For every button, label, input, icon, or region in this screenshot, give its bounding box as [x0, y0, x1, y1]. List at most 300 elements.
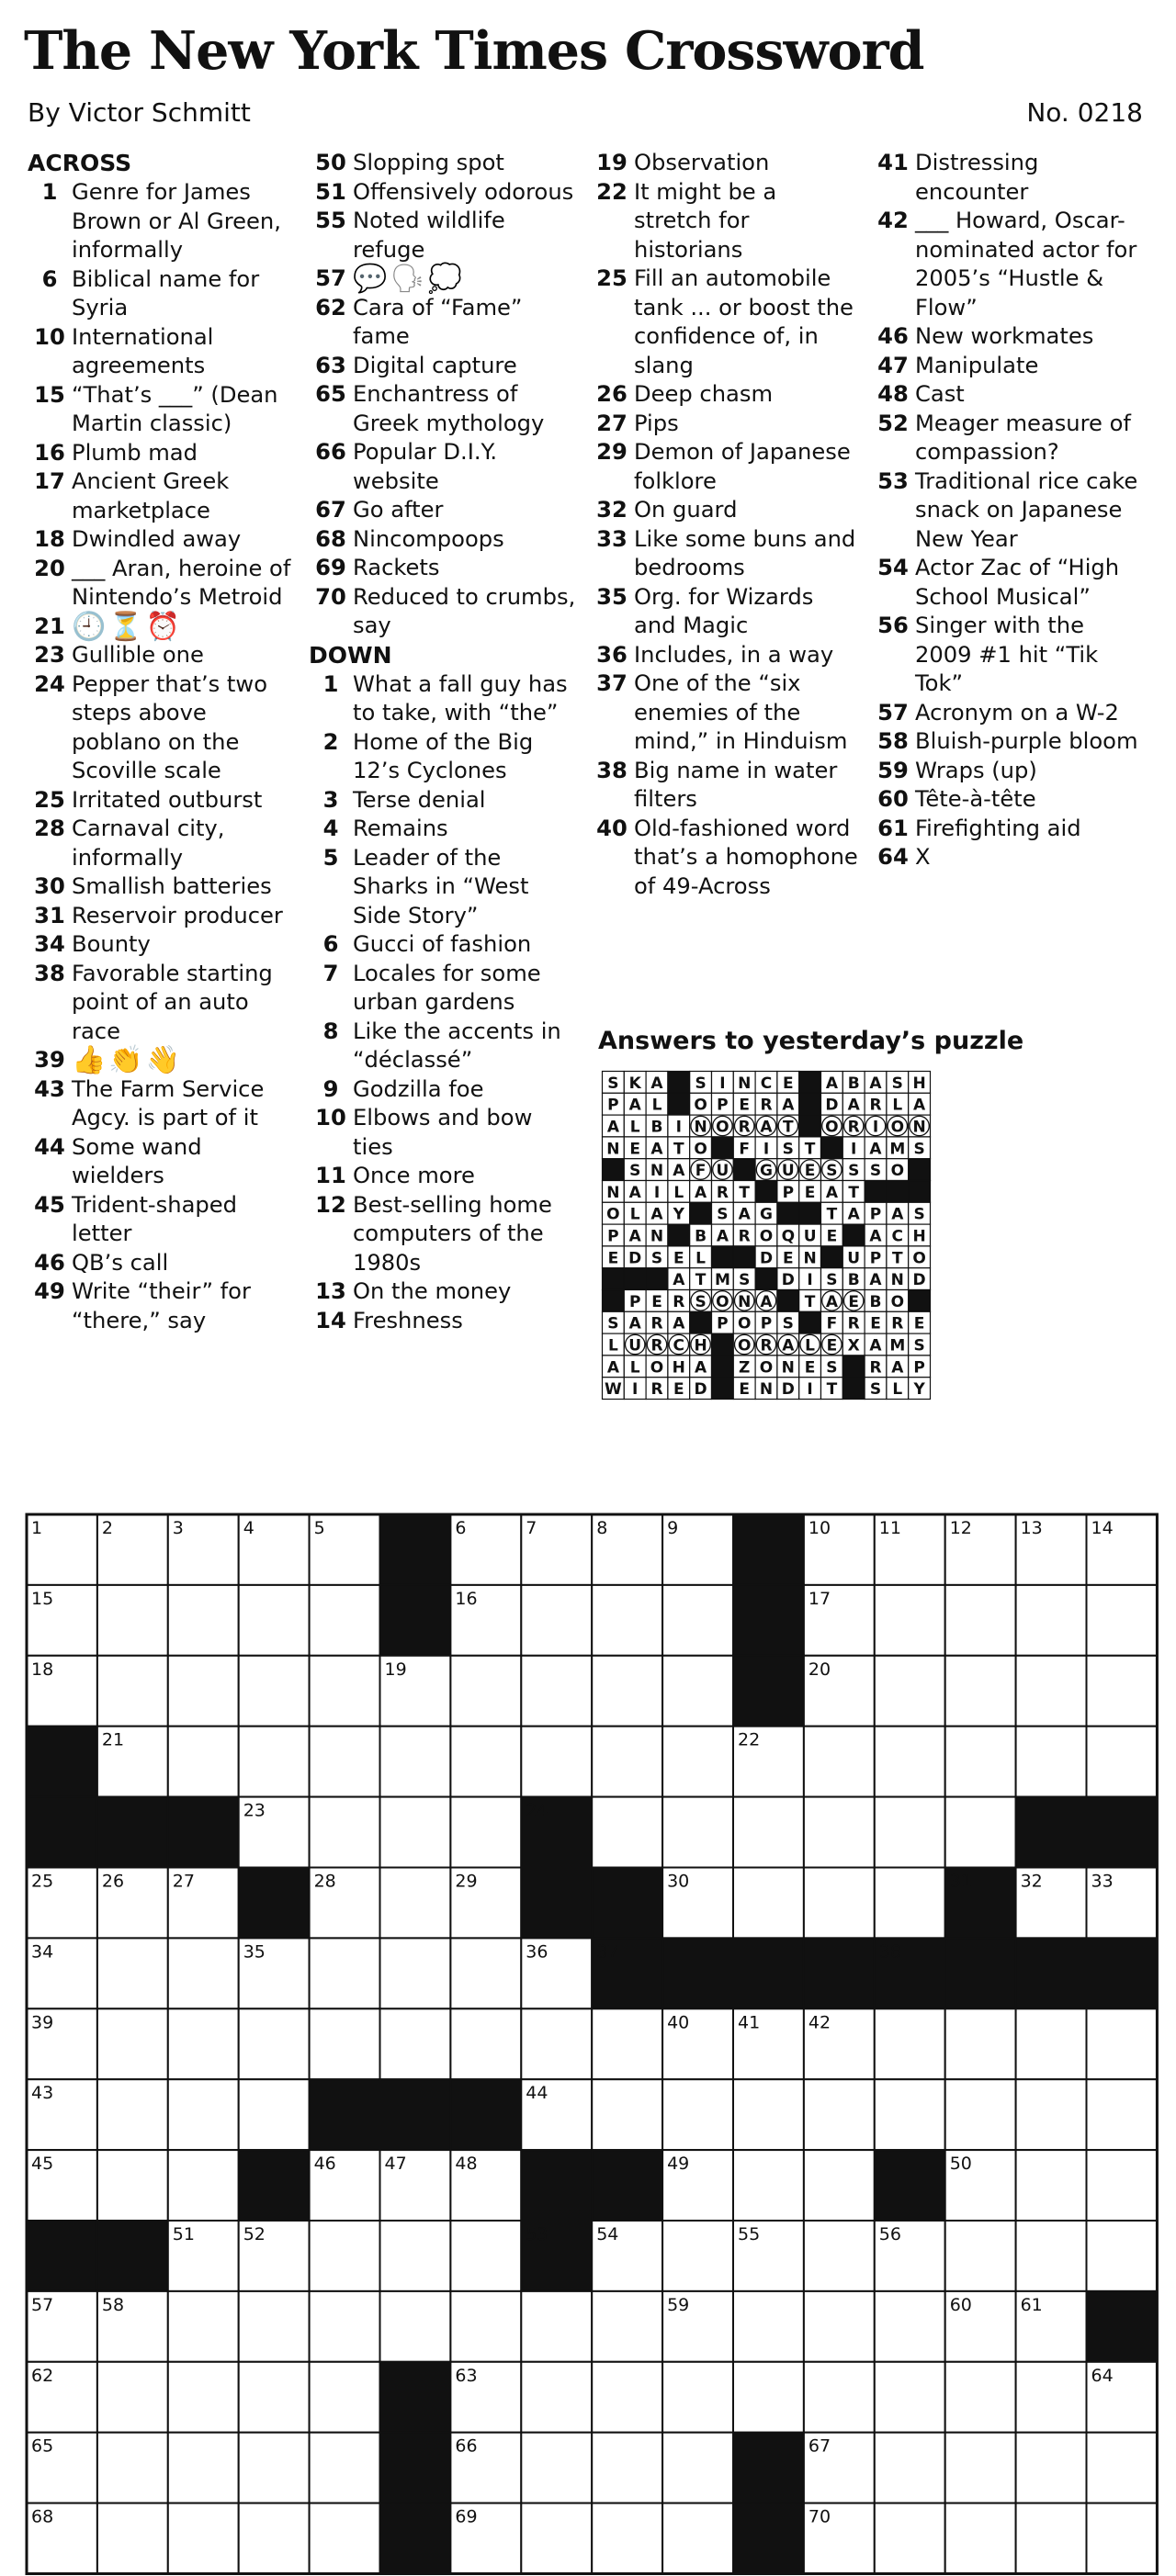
grid-cell[interactable] [592, 2008, 662, 2079]
clue-text: Home of the Big 12’s Cyclones [353, 728, 534, 783]
black-square [668, 1224, 690, 1246]
black-square [450, 2079, 521, 2150]
clue-text: Bounty [72, 931, 151, 957]
grid-cell[interactable] [168, 2150, 239, 2221]
cell-number: 40 [667, 2012, 690, 2033]
grid-cell[interactable] [450, 1656, 521, 1727]
answer-letter: O [825, 1118, 839, 1137]
grid-cell[interactable] [945, 1585, 1016, 1656]
clue-number: 61 [877, 815, 909, 841]
answer-letter: S [695, 1074, 707, 1093]
answer-letter: S [650, 1249, 663, 1268]
grid-cell[interactable] [239, 2433, 310, 2503]
grid-cell[interactable] [168, 2433, 239, 2503]
clue-number: 11 [315, 1163, 346, 1188]
black-square [592, 1868, 662, 1939]
black-square [777, 1290, 799, 1312]
grid-cell[interactable] [450, 2221, 521, 2291]
answer-letter: N [650, 1162, 664, 1181]
clue-number: 51 [315, 178, 346, 205]
cell-number: 41 [738, 2012, 761, 2033]
grid-cell[interactable] [945, 2362, 1016, 2433]
black-square [712, 1333, 734, 1355]
grid-cell[interactable] [875, 1797, 945, 1868]
cell-number: 8 [596, 1518, 608, 1538]
grid-cell[interactable] [168, 1727, 239, 1797]
clue-text: Best-selling home computers of the 1980s [353, 1191, 552, 1276]
grid-cell[interactable] [733, 1797, 804, 1868]
grid-cell[interactable] [592, 2433, 662, 2503]
grid-cell[interactable] [239, 1585, 310, 1656]
answer-letter: R [869, 1358, 882, 1378]
answer-letter: A [738, 1205, 751, 1224]
grid-cell[interactable] [1087, 1585, 1158, 1656]
clue-text: Traditional rice cake snack on Japanese New Year [915, 467, 1138, 552]
answer-letter: A [847, 1205, 860, 1224]
black-square [646, 1268, 668, 1290]
grid-cell[interactable] [875, 1727, 945, 1797]
clue-number: 1 [41, 179, 58, 205]
grid-cell[interactable] [875, 2079, 945, 2150]
clue-number: 57 [315, 265, 346, 291]
clue-item [871, 554, 1147, 612]
cell-number: 22 [738, 1729, 761, 1750]
clue-number: 24 [34, 670, 65, 697]
crossword-grid [25, 1513, 1159, 2576]
answer-letter: O [890, 1118, 905, 1137]
clue-item [28, 786, 296, 816]
answer-letter: Q [781, 1227, 796, 1246]
answer-letter: D [759, 1249, 774, 1268]
grid-cell[interactable] [662, 2503, 733, 2574]
answer-letter: O [759, 1358, 774, 1378]
grid-cell[interactable] [804, 2221, 875, 2291]
clue-item [309, 178, 577, 208]
answer-letter: Y [673, 1205, 684, 1224]
clue-item [871, 467, 1147, 555]
clue-text: Write “their” for “there,” say [72, 1278, 251, 1333]
black-square [239, 1868, 310, 1939]
grid-cell[interactable] [945, 2503, 1016, 2574]
black-square [1087, 1938, 1158, 2008]
grid-cell[interactable] [450, 1797, 521, 1868]
cell-number: 39 [31, 2012, 54, 2033]
black-square [821, 1137, 843, 1159]
clue-item [590, 525, 858, 583]
answer-letter: L [673, 1183, 684, 1202]
down-heading: DOWN [309, 641, 392, 669]
clue-text: Digital capture [353, 352, 517, 378]
emoji-clue-icon: 💬🗣💭 [353, 263, 465, 295]
grid-cell[interactable] [450, 1938, 521, 2008]
black-square [799, 1202, 821, 1224]
clue-number: 25 [34, 786, 65, 813]
clue-number: 52 [877, 410, 909, 436]
clue-number: 44 [34, 1133, 65, 1160]
grid-cell[interactable] [168, 2291, 239, 2362]
grid-cell[interactable] [1016, 1585, 1087, 1656]
grid-cell[interactable] [521, 2503, 592, 2574]
answer-letter: A [869, 1074, 882, 1093]
grid-cell[interactable] [310, 2291, 380, 2362]
answer-letter: N [738, 1074, 752, 1093]
grid-cell[interactable] [450, 2291, 521, 2362]
grid-cell[interactable] [521, 2433, 592, 2503]
grid-cell[interactable] [310, 1656, 380, 1727]
answer-letter: A [825, 1292, 838, 1311]
grid-cell[interactable] [97, 2079, 168, 2150]
grid-cell[interactable] [97, 1656, 168, 1727]
black-square [97, 1797, 168, 1868]
answer-letter: E [739, 1380, 751, 1400]
grid-cell[interactable] [733, 2291, 804, 2362]
grid-cell[interactable] [592, 1797, 662, 1868]
grid-cell[interactable] [310, 1797, 380, 1868]
clue-column-4 [871, 149, 1147, 872]
grid-cell[interactable] [380, 2291, 451, 2362]
grid-cell[interactable] [1087, 2150, 1158, 2221]
black-square [799, 1072, 821, 1094]
cell-number: 15 [31, 1588, 54, 1609]
grid-cell[interactable] [1016, 2079, 1087, 2150]
grid-cell[interactable] [380, 1727, 451, 1797]
clue-number: 43 [34, 1075, 65, 1102]
grid-cell[interactable] [239, 2008, 310, 2079]
answer-letter: I [807, 1271, 813, 1290]
clue-number: 26 [596, 381, 628, 407]
clue-item [309, 1018, 577, 1075]
grid-cell[interactable] [380, 2221, 451, 2291]
grid-cell[interactable] [1087, 2503, 1158, 2574]
grid-cell[interactable] [592, 1727, 662, 1797]
black-square [668, 1093, 690, 1115]
clue-text: Pips [634, 410, 679, 436]
grid-cell[interactable] [945, 1656, 1016, 1727]
black-square [521, 2150, 592, 2221]
emoji-clue-icon: 🕘⏳⏰ [72, 610, 184, 643]
cell-number: 38 [878, 1941, 901, 1963]
grid-cell[interactable] [1016, 2362, 1087, 2433]
grid-cell[interactable] [875, 1656, 945, 1727]
grid-cell[interactable] [97, 1585, 168, 1656]
grid-cell[interactable] [239, 2079, 310, 2150]
black-square [733, 1246, 755, 1268]
answer-letter: A [673, 1271, 685, 1290]
answer-letter: T [782, 1118, 794, 1137]
clue-item [28, 872, 296, 902]
clue-number: 60 [877, 786, 909, 812]
grid-cell[interactable] [875, 2433, 945, 2503]
grid-cell[interactable] [1087, 2433, 1158, 2503]
grid-cell[interactable] [804, 1727, 875, 1797]
clue-number: 15 [34, 381, 65, 408]
answer-letter: U [803, 1227, 817, 1246]
answer-letter: P [717, 1096, 729, 1115]
grid-cell[interactable] [97, 2433, 168, 2503]
cell-number: 18 [31, 1659, 54, 1680]
clue-text: Carnaval city, informally [72, 816, 225, 871]
grid-cell[interactable] [662, 1585, 733, 1656]
grid-cell[interactable] [239, 1656, 310, 1727]
grid-cell[interactable] [945, 1797, 1016, 1868]
clue-number: 66 [315, 439, 346, 465]
grid-cell[interactable] [592, 1585, 662, 1656]
grid-cell[interactable] [875, 1585, 945, 1656]
black-square [799, 1311, 821, 1333]
grid-cell[interactable] [804, 2291, 875, 2362]
grid-cell[interactable] [1016, 1727, 1087, 1797]
clue-number: 33 [596, 525, 628, 552]
clue-text: Meager measure of compassion? [915, 410, 1131, 465]
clue-text: Dwindled away [72, 526, 242, 552]
grid-cell[interactable] [239, 2362, 310, 2433]
cell-number: 2 [101, 1518, 113, 1538]
answer-letter: S [913, 1336, 925, 1355]
grid-cell[interactable] [239, 1727, 310, 1797]
grid-cell[interactable] [521, 2291, 592, 2362]
grid-cell[interactable] [662, 2362, 733, 2433]
black-square [909, 1159, 931, 1181]
grid-cell[interactable] [592, 2362, 662, 2433]
answer-letter: A [869, 1271, 882, 1290]
grid-cell[interactable] [1087, 1727, 1158, 1797]
grid-cell[interactable] [875, 2362, 945, 2433]
grid-cell[interactable] [310, 2008, 380, 2079]
clue-item [28, 670, 296, 786]
grid-cell[interactable] [662, 1727, 733, 1797]
grid-cell[interactable] [875, 2291, 945, 2362]
grid-cell[interactable] [1016, 1656, 1087, 1727]
clue-number: 21 [34, 613, 65, 639]
grid-cell[interactable] [380, 1868, 451, 1939]
grid-cell[interactable] [97, 2008, 168, 2079]
grid-cell[interactable] [1087, 2008, 1158, 2079]
clue-number: 67 [315, 497, 346, 523]
clue-number: 45 [34, 1191, 65, 1218]
answer-letter: E [826, 1336, 838, 1355]
grid-cell[interactable] [945, 2221, 1016, 2291]
cell-number: 11 [878, 1518, 901, 1538]
grid-cell[interactable] [733, 2079, 804, 2150]
grid-cell[interactable] [310, 1585, 380, 1656]
grid-cell[interactable] [804, 1797, 875, 1868]
grid-cell[interactable] [1016, 2150, 1087, 2221]
answer-letter: T [695, 1271, 707, 1290]
grid-cell[interactable] [592, 2503, 662, 2574]
grid-cell[interactable] [804, 2150, 875, 2221]
clue-number: 29 [596, 439, 628, 465]
answer-letter: N [650, 1227, 664, 1246]
grid-cell[interactable] [310, 2503, 380, 2574]
grid-cell[interactable] [310, 2221, 380, 2291]
black-square [239, 2150, 310, 2221]
grid-cell[interactable] [1087, 2221, 1158, 2291]
clue-number: 22 [596, 178, 628, 205]
grid-cell[interactable] [662, 2433, 733, 2503]
cell-number: 17 [808, 1588, 831, 1609]
grid-cell[interactable] [168, 2503, 239, 2574]
clue-item [309, 786, 577, 816]
grid-cell[interactable] [521, 1727, 592, 1797]
clue-number: 39 [34, 1047, 65, 1073]
answer-letter: T [891, 1249, 903, 1268]
grid-cell[interactable] [1016, 2221, 1087, 2291]
clue-number: 54 [877, 555, 909, 580]
answer-letter: A [869, 1140, 882, 1159]
grid-cell[interactable] [1016, 2008, 1087, 2079]
grid-cell[interactable] [521, 1656, 592, 1727]
grid-cell[interactable] [662, 2079, 733, 2150]
grid-cell[interactable] [310, 2433, 380, 2503]
clue-text: Offensively odorous [353, 178, 574, 205]
grid-cell[interactable] [310, 1938, 380, 2008]
grid-cell[interactable] [804, 1868, 875, 1939]
clue-text: Observation [634, 150, 770, 175]
answer-letter: T [739, 1183, 751, 1202]
black-square [624, 1268, 646, 1290]
grid-cell[interactable] [168, 2079, 239, 2150]
clue-number: 40 [596, 815, 628, 841]
grid-cell[interactable] [521, 2362, 592, 2433]
grid-cell[interactable] [733, 1868, 804, 1939]
answer-letter: D [628, 1249, 642, 1268]
clue-item [28, 1277, 296, 1335]
grid-cell[interactable] [662, 1797, 733, 1868]
grid-cell[interactable] [521, 1585, 592, 1656]
clue-text: New workmates [915, 323, 1094, 349]
answer-letter: O [737, 1336, 752, 1355]
grid-cell[interactable] [945, 2008, 1016, 2079]
answer-letter: P [782, 1183, 795, 1202]
grid-cell[interactable] [592, 2291, 662, 2362]
grid-cell[interactable] [380, 1797, 451, 1868]
answer-letter: H [912, 1227, 926, 1246]
grid-cell[interactable] [1087, 1656, 1158, 1727]
answer-letter: A [913, 1096, 926, 1115]
clue-text: QB’s call [72, 1249, 169, 1276]
grid-cell[interactable] [239, 2291, 310, 2362]
clue-item [309, 1104, 577, 1162]
clue-text: Singer with the 2009 #1 hit “Tik Tok” [915, 613, 1099, 696]
answer-letter: R [716, 1183, 729, 1202]
grid-cell[interactable] [945, 2079, 1016, 2150]
grid-cell[interactable] [1016, 2433, 1087, 2503]
answer-letter: A [869, 1336, 882, 1355]
clue-text [353, 264, 577, 294]
answer-letter: A [628, 1314, 641, 1333]
grid-cell[interactable] [875, 2503, 945, 2574]
clue-text: Godzilla foe [353, 1075, 484, 1102]
clue-text: Firefighting aid [915, 815, 1081, 841]
grid-cell[interactable] [592, 1656, 662, 1727]
clue-item [28, 323, 296, 381]
black-square [804, 1938, 875, 2008]
clue-item [309, 264, 577, 294]
clue-item [590, 583, 858, 641]
grid-cell[interactable] [97, 2362, 168, 2433]
black-square [1087, 2291, 1158, 2362]
cell-number: 20 [808, 1659, 831, 1680]
clue-item [590, 669, 858, 757]
grid-cell[interactable] [733, 2150, 804, 2221]
cell-number: 31 [949, 1871, 972, 1892]
clue-item [871, 727, 1147, 757]
black-square [1016, 1938, 1087, 2008]
grid-cell[interactable] [380, 1938, 451, 2008]
clue-text: Manipulate [915, 352, 1039, 378]
grid-cell[interactable] [310, 2362, 380, 2433]
black-square [668, 1072, 690, 1094]
clue-text: Trident-shaped letter [72, 1191, 237, 1246]
clue-text: Rackets [353, 555, 440, 580]
grid-cell[interactable] [168, 1938, 239, 2008]
grid-cell[interactable] [239, 2503, 310, 2574]
black-square [777, 1202, 799, 1224]
cell-number: 23 [243, 1800, 266, 1821]
grid-cell[interactable] [97, 2503, 168, 2574]
clue-text: It might be a stretch for historians [634, 178, 777, 263]
grid-cell[interactable] [662, 1656, 733, 1727]
grid-cell[interactable] [97, 1938, 168, 2008]
clue-number: 25 [596, 265, 628, 291]
grid-cell[interactable] [450, 1727, 521, 1797]
clue-text: Like the accents in “déclassé” [353, 1018, 561, 1073]
grid-cell[interactable] [875, 1868, 945, 1939]
grid-cell[interactable] [875, 2008, 945, 2079]
grid-cell[interactable] [1087, 2079, 1158, 2150]
grid-cell[interactable] [310, 1727, 380, 1797]
cell-number: 63 [455, 2365, 478, 2386]
black-square [603, 1290, 625, 1312]
grid-cell[interactable] [521, 2008, 592, 2079]
clue-number: 50 [315, 150, 346, 175]
black-square [310, 2079, 380, 2150]
black-square [712, 1355, 734, 1378]
grid-cell[interactable] [168, 2362, 239, 2433]
clue-item [590, 178, 858, 265]
page-title: The New York Times Crossword [24, 20, 924, 82]
cell-number: 32 [1020, 1871, 1043, 1892]
answer-letter: U [781, 1162, 795, 1181]
grid-cell[interactable] [168, 1585, 239, 1656]
grid-cell[interactable] [804, 2362, 875, 2433]
answer-letter: E [782, 1249, 794, 1268]
grid-cell[interactable] [733, 2362, 804, 2433]
grid-cell[interactable] [945, 1727, 1016, 1797]
answer-letter: A [673, 1314, 685, 1333]
grid-cell[interactable] [450, 2008, 521, 2079]
clue-text: Pepper that’s two steps above poblano on the Scoville scale [72, 670, 267, 783]
clue-text: Slopping spot [353, 150, 504, 175]
grid-cell[interactable] [1016, 2503, 1087, 2574]
grid-cell[interactable] [804, 2079, 875, 2150]
clue-number: 46 [877, 323, 909, 349]
answer-letter: E [804, 1183, 816, 1202]
grid-cell[interactable] [380, 2008, 451, 2079]
grid-cell[interactable] [592, 2079, 662, 2150]
answer-letter: L [607, 1336, 618, 1355]
grid-cell[interactable] [168, 2008, 239, 2079]
grid-cell[interactable] [662, 2221, 733, 2291]
grid-cell[interactable] [168, 1656, 239, 1727]
cell-number: 69 [455, 2506, 478, 2527]
clue-item [309, 844, 577, 931]
grid-cell[interactable] [945, 2433, 1016, 2503]
answer-letter: P [717, 1314, 729, 1333]
clue-item [28, 1191, 296, 1249]
grid-cell[interactable] [97, 2150, 168, 2221]
answer-letter: A [847, 1096, 860, 1115]
